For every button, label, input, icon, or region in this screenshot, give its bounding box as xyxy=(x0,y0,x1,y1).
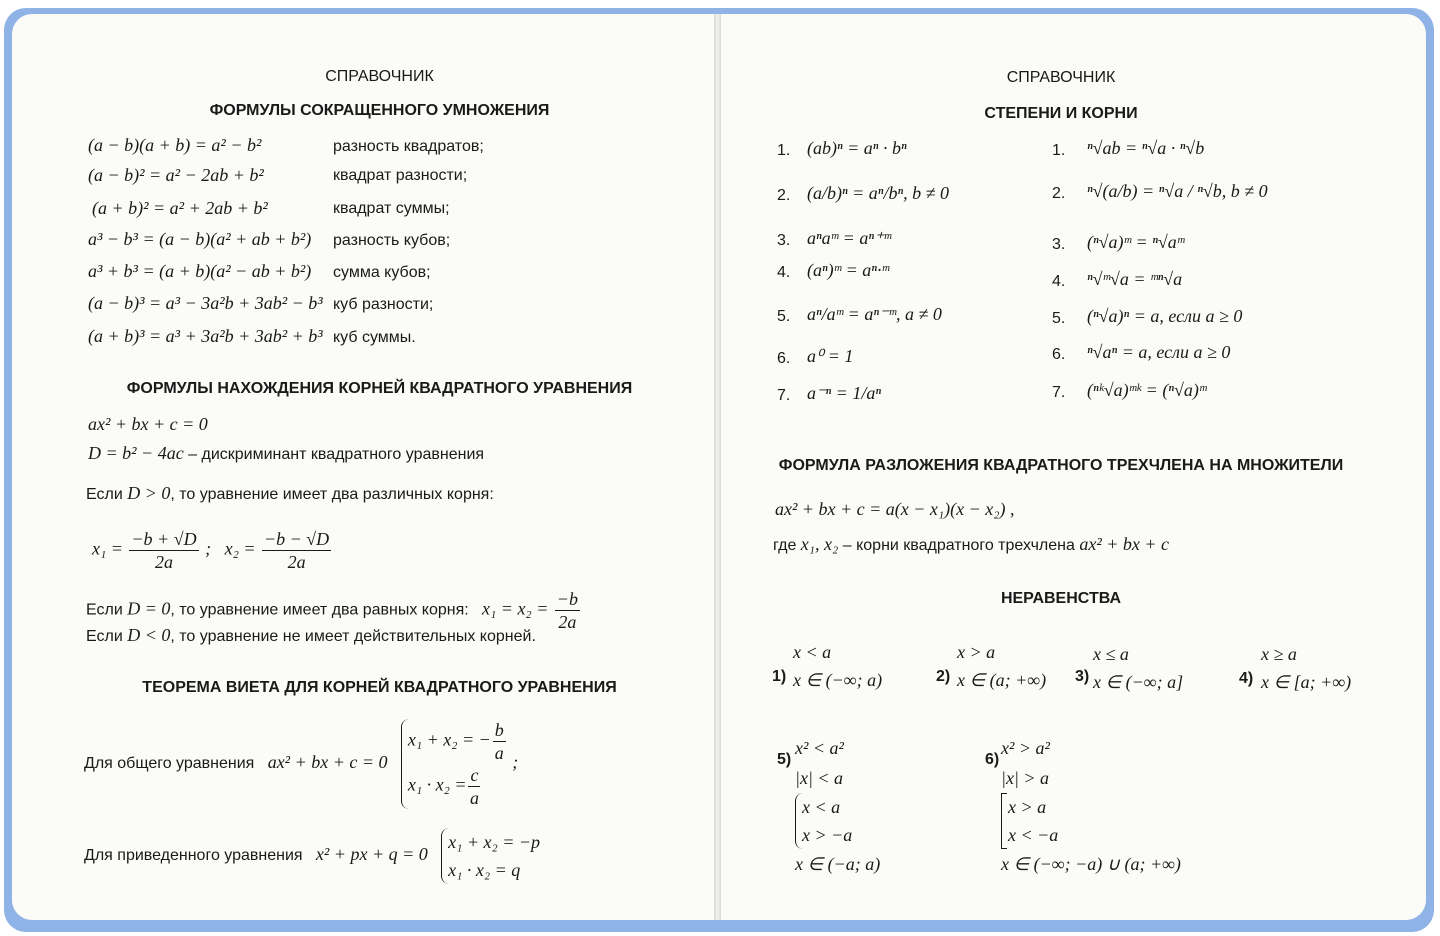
item-number: 5) xyxy=(777,751,792,768)
formula-description: разность квадратов; xyxy=(333,138,484,155)
power-formula: a⁻ⁿ = 1/aⁿ xyxy=(807,383,881,403)
item-number: 2. xyxy=(1052,185,1066,202)
root-formula: (ⁿᵏ√a)ᵐᵏ = (ⁿ√a)ᵐ xyxy=(1087,380,1207,400)
x2-denominator: 2a xyxy=(287,552,306,572)
union-line: x < −a xyxy=(1008,825,1059,845)
item-number: 6. xyxy=(1052,346,1066,363)
vieta-sum xyxy=(408,719,508,764)
formula-description: куб разности; xyxy=(333,296,434,313)
modulus-condition: |x| < a xyxy=(795,768,844,788)
formula: (a + b)² = a² + 2ab + b² xyxy=(92,198,268,218)
formula: (a − b)³ = a³ − 3a²b + 3ab² − b³ xyxy=(88,293,323,313)
fraction-numerator: c xyxy=(470,765,479,785)
vieta-equation: x² + px + q = 0 xyxy=(315,844,428,865)
quadratic-equation: ax² + bx + c = 0 xyxy=(88,414,208,434)
fraction-numerator: b xyxy=(494,720,504,740)
x1-fraction xyxy=(129,528,198,573)
inequality-condition: x > a xyxy=(957,642,996,662)
root-formula: ⁿ√(a/b) = ⁿ√a / ⁿ√b, b ≠ 0 xyxy=(1087,181,1268,201)
modulus-condition: |x| > a xyxy=(1001,768,1050,788)
inequality-solution: x ∈ (a; +∞) xyxy=(957,670,1047,690)
inequality-solution: x ∈ (−∞; a) xyxy=(793,670,883,690)
equal-roots-lhs: x₁ = x₂ = xyxy=(482,598,549,619)
item-number: 5. xyxy=(1052,310,1066,327)
item-number: 2) xyxy=(936,668,951,685)
vieta-sum: x₁ + x₂ = −p xyxy=(448,832,541,852)
sum-lhs: x₁ + x₂ = − xyxy=(407,729,491,750)
inequality-solution: x ∈ (−a; a) xyxy=(795,854,881,874)
item-number: 5. xyxy=(777,308,791,325)
case-condition: D > 0 xyxy=(127,483,171,503)
item-number: 3. xyxy=(1052,236,1066,253)
vieta-system xyxy=(401,719,508,809)
item-number: 4) xyxy=(1239,670,1254,687)
item-number: 1. xyxy=(1052,142,1066,159)
x2-numerator: −b − √D xyxy=(263,529,330,549)
case-text: , то уравнение не имеет действительных корней. xyxy=(170,628,536,645)
case-if: Если xyxy=(86,486,128,503)
inequality-modulus-greater xyxy=(1001,733,1181,879)
item-number: 7. xyxy=(777,387,791,404)
roots-formula xyxy=(92,528,333,573)
case-positive xyxy=(86,483,494,504)
item-number: 3. xyxy=(777,232,791,249)
inequality xyxy=(1093,640,1183,696)
equal-roots-fraction xyxy=(555,588,580,633)
vieta-label: Для общего уравнения xyxy=(84,755,255,773)
discriminant-text: – дискриминант квадратного уравнения xyxy=(183,446,485,463)
fraction-denominator: 2a xyxy=(558,612,577,632)
page-header: СПРАВОЧНИК xyxy=(1006,69,1116,86)
formula-description: квадрат суммы; xyxy=(333,200,450,217)
root-formula: ⁿ√ab = ⁿ√a · ⁿ√b xyxy=(1087,138,1205,158)
formula-description: квадрат разности; xyxy=(333,167,468,184)
factor-explanation xyxy=(773,534,1169,555)
vieta-equation: ax² + bx + c = 0 xyxy=(267,752,388,773)
vieta-reduced xyxy=(84,828,540,884)
root-formula: (ⁿ√a)ᵐ = ⁿ√aᵐ xyxy=(1087,232,1185,252)
where-label: где xyxy=(773,537,801,554)
item-number: 6. xyxy=(777,350,791,367)
inequality-condition: x ≤ a xyxy=(1093,644,1129,664)
item-number: 2. xyxy=(777,187,791,204)
right-page xyxy=(721,14,1426,920)
vieta-product xyxy=(408,764,508,809)
notebook-spine xyxy=(714,14,721,920)
vieta-label: Для приведенного уравнения xyxy=(84,847,303,865)
product-fraction xyxy=(468,764,480,809)
trinomial-expression: ax² + bx + c xyxy=(1079,534,1170,554)
power-formula: (ab)ⁿ = aⁿ · bⁿ xyxy=(807,138,907,158)
case-negative xyxy=(86,625,536,646)
formula: a³ + b³ = (a + b)(a² − ab + b²) xyxy=(88,261,312,281)
item-number: 1. xyxy=(777,142,791,159)
x1-lhs: x₁ = xyxy=(92,538,123,559)
fraction-numerator: −b xyxy=(556,589,578,609)
page-header: СПРАВОЧНИК xyxy=(325,68,434,85)
fraction-denominator: a xyxy=(469,788,479,808)
power-formula: aⁿ/aᵐ = aⁿ⁻ᵐ, a ≠ 0 xyxy=(807,304,942,324)
factor-formula: ax² + bx + c = a(x − x₁)(x − x₂) , xyxy=(775,499,1015,519)
inequality-condition: x < a xyxy=(793,642,832,662)
formula: (a − b)² = a² − 2ab + b² xyxy=(88,165,264,185)
inequality-system xyxy=(795,793,852,849)
case-condition: D = 0 xyxy=(127,598,171,619)
inequality-condition: x² > a² xyxy=(1001,738,1050,758)
vieta-product: x₁ · x₂ = q xyxy=(448,860,521,880)
vieta-system xyxy=(441,828,540,884)
section-title: ФОРМУЛЫ СОКРАЩЕННОГО УМНОЖЕНИЯ xyxy=(209,102,550,119)
where-text: – корни квадратного трехчлена xyxy=(838,537,1080,554)
inequality-solution: x ∈ [a; +∞) xyxy=(1261,672,1352,692)
inequality-solution: x ∈ (−∞; −a) ∪ (a; +∞) xyxy=(1001,854,1181,874)
product-lhs: x₁ · x₂ = xyxy=(407,774,467,795)
power-formula: (a/b)ⁿ = aⁿ/bⁿ, b ≠ 0 xyxy=(807,183,950,203)
formula: a³ − b³ = (a − b)(a² + ab + b²) xyxy=(88,229,312,249)
power-formula: aⁿaᵐ = aⁿ⁺ᵐ xyxy=(807,228,891,248)
formula: (a + b)³ = a³ + 3a²b + 3ab² + b³ xyxy=(88,326,323,346)
inequality-modulus-less xyxy=(795,733,880,879)
item-number: 6) xyxy=(985,751,1000,768)
inequality-solution: x ∈ (−∞; a] xyxy=(1093,672,1184,692)
power-formula: (aⁿ)ᵐ = aⁿ·ᵐ xyxy=(807,260,889,280)
case-if: Если xyxy=(86,628,128,645)
separator: ; xyxy=(512,752,519,773)
item-number: 4. xyxy=(777,264,791,281)
x1-numerator: −b + √D xyxy=(131,529,197,549)
separator: ; xyxy=(205,538,212,559)
formula: (a − b)(a + b) = a² − b² xyxy=(88,135,262,155)
section-title: ТЕОРЕМА ВИЕТА ДЛЯ КОРНЕЙ КВАДРАТНОГО УРАВНЕНИЯ xyxy=(142,679,617,696)
formula-description: разность кубов; xyxy=(333,232,451,249)
item-number: 1) xyxy=(772,668,787,685)
x2-fraction xyxy=(262,528,331,573)
root-formula: ⁿ√ᵐ√a = ᵐⁿ√a xyxy=(1087,269,1183,289)
system-line: x < a xyxy=(802,797,841,817)
x1-denominator: 2a xyxy=(154,552,173,572)
item-number: 3) xyxy=(1075,668,1090,685)
section-title: СТЕПЕНИ И КОРНИ xyxy=(984,105,1138,122)
section-title: ФОРМУЛА РАЗЛОЖЕНИЯ КВАДРАТНОГО ТРЕХЧЛЕНА НА МНОЖИТЕЛИ xyxy=(778,457,1344,474)
inequality-condition: x² < a² xyxy=(795,738,844,758)
fraction-denominator: a xyxy=(494,743,504,763)
root-variables: x₁, x₂ xyxy=(800,534,839,554)
root-formula: ⁿ√aⁿ = a, если a ≥ 0 xyxy=(1087,342,1231,362)
case-text: , то уравнение имеет два различных корня: xyxy=(170,486,494,503)
case-text: , то уравнение имеет два равных корня: xyxy=(170,601,469,619)
inequality-union xyxy=(1001,793,1058,849)
inequality xyxy=(793,638,882,694)
formula-description: сумма кубов; xyxy=(333,264,431,281)
case-condition: D < 0 xyxy=(127,625,171,645)
power-formula: a⁰ = 1 xyxy=(807,346,854,366)
system-line: x > −a xyxy=(802,825,853,845)
root-formula: (ⁿ√a)ⁿ = a, если a ≥ 0 xyxy=(1087,306,1243,326)
section-title: НЕРАВЕНСТВА xyxy=(1000,590,1122,607)
inequality xyxy=(957,638,1046,694)
inequality-condition: x ≥ a xyxy=(1261,644,1297,664)
x2-lhs: x₂ = xyxy=(224,538,256,559)
formula-description: куб суммы. xyxy=(333,329,416,346)
vieta-general xyxy=(84,719,518,809)
section-title: ФОРМУЛЫ НАХОЖДЕНИЯ КОРНЕЙ КВАДРАТНОГО УРАВНЕНИЯ xyxy=(126,380,633,397)
left-page xyxy=(12,14,714,920)
union-line: x > a xyxy=(1008,797,1047,817)
inequality xyxy=(1261,640,1351,696)
sum-fraction xyxy=(493,719,506,764)
case-if: Если xyxy=(86,601,128,619)
item-number: 7. xyxy=(1052,384,1066,401)
item-number: 4. xyxy=(1052,273,1066,290)
discriminant-line xyxy=(88,443,484,464)
discriminant-formula: D = b² − 4ac xyxy=(88,443,184,463)
